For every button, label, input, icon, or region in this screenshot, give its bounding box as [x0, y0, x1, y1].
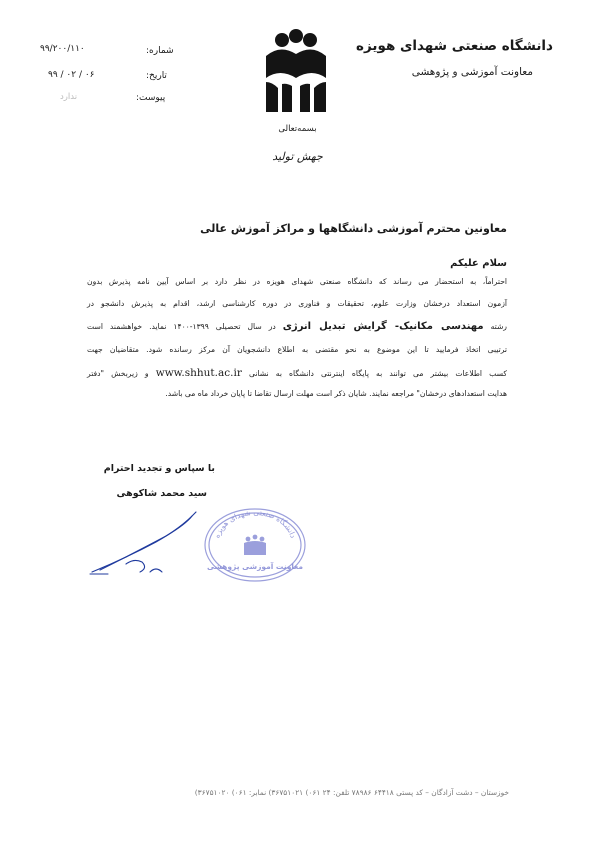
- body-line-6: هدایت استعدادهای درخشان" مراجعه نمایند. شایان ذکر است مهلت ارسال تقاضا تا پایان خرداد ماه می باشد.: [165, 389, 507, 398]
- body-line-1: احتراماً، به استحضار می رساند که دانشگاه صنعتی شهدای هویزه در نظر دارد بر اساس آیین نامه پذیرش بدون: [87, 277, 507, 286]
- attachment-label: پیوست:: [136, 93, 166, 103]
- body-line-4: ترتیبی اتخاذ فرمایید تا این موضوع به نحو مقتضی به اطلاع دانشجویان آن مرکز رسانده شود. متقاضیان جهت: [87, 345, 507, 354]
- date-label: تاریخ:: [146, 71, 167, 81]
- signer-name: سید محمد شاکوهی: [116, 488, 207, 499]
- field-of-study: مهندسی مکانیک- گرایش تبدیل انرژی: [282, 321, 484, 332]
- university-name: دانشگاه صنعتی شهدای هویزه: [356, 38, 553, 54]
- department-name: معاونت آموزشی و پژوهشی: [411, 66, 533, 78]
- closing-phrase: با سپاس و تجدید احترام: [103, 463, 215, 474]
- official-stamp-icon: [200, 505, 310, 585]
- body-line-2: آزمون استعداد درخشان وزارت علوم، تحقیقات و فناوری در دوره کارشناسی ارشد، اقدام به پذیرش دانشجو در: [87, 299, 507, 308]
- stamp-bottom-text: معاونت آموزشی پژوهشی: [206, 562, 304, 571]
- number-value: ۹۹/۲۰۰/۱۱۰: [40, 44, 85, 54]
- stamp-top-text: دانشگاه صنعتی شهدای هویزه: [212, 507, 298, 540]
- line5-prefix: کسب اطلاعات بیشتر می توانند به پایگاه اینترنتی دانشگاه به نشانی: [248, 369, 507, 378]
- footer-address: خوزستان – دشت آزادگان – کد پستی ۶۴۴۱۸ ۷۸۹۸۶ تلفن: ۲۴ ۰۶۱) ۳۶۷۵۱۰۲۱) نمابر: ۰۶۱) ۳۶۷۵۱۰۲۰): [194, 788, 509, 797]
- date-value: ۹۹ / ۰۲ / ۰۶: [48, 70, 95, 80]
- attachment-value: ندارد: [60, 92, 78, 102]
- signature-icon: [86, 502, 206, 582]
- motto: جهش تولید: [272, 150, 323, 163]
- svg-text:دانشگاه صنعتی شهدای هویزه: [212, 508, 298, 539]
- body-line-5: [87, 367, 507, 379]
- university-logo-icon: [262, 28, 330, 116]
- body-line-3: [87, 321, 507, 332]
- number-label: شماره:: [146, 46, 174, 56]
- website-link[interactable]: www.shhut.ac.ir: [155, 367, 242, 379]
- basmala: بسمه‌تعالی: [278, 124, 317, 134]
- line5-suffix: و زیربخش "دفتر: [87, 369, 149, 378]
- greeting: سلام علیکم: [450, 258, 507, 269]
- line3-suffix: در سال تحصیلی ۱۳۹۹-۱۴۰۰ نماید. خواهشمند است: [87, 322, 276, 331]
- addressee: معاونین محترم آموزشی دانشگاهها و مراکز آموزش عالی: [200, 222, 507, 235]
- line3-prefix: رشته: [490, 322, 507, 331]
